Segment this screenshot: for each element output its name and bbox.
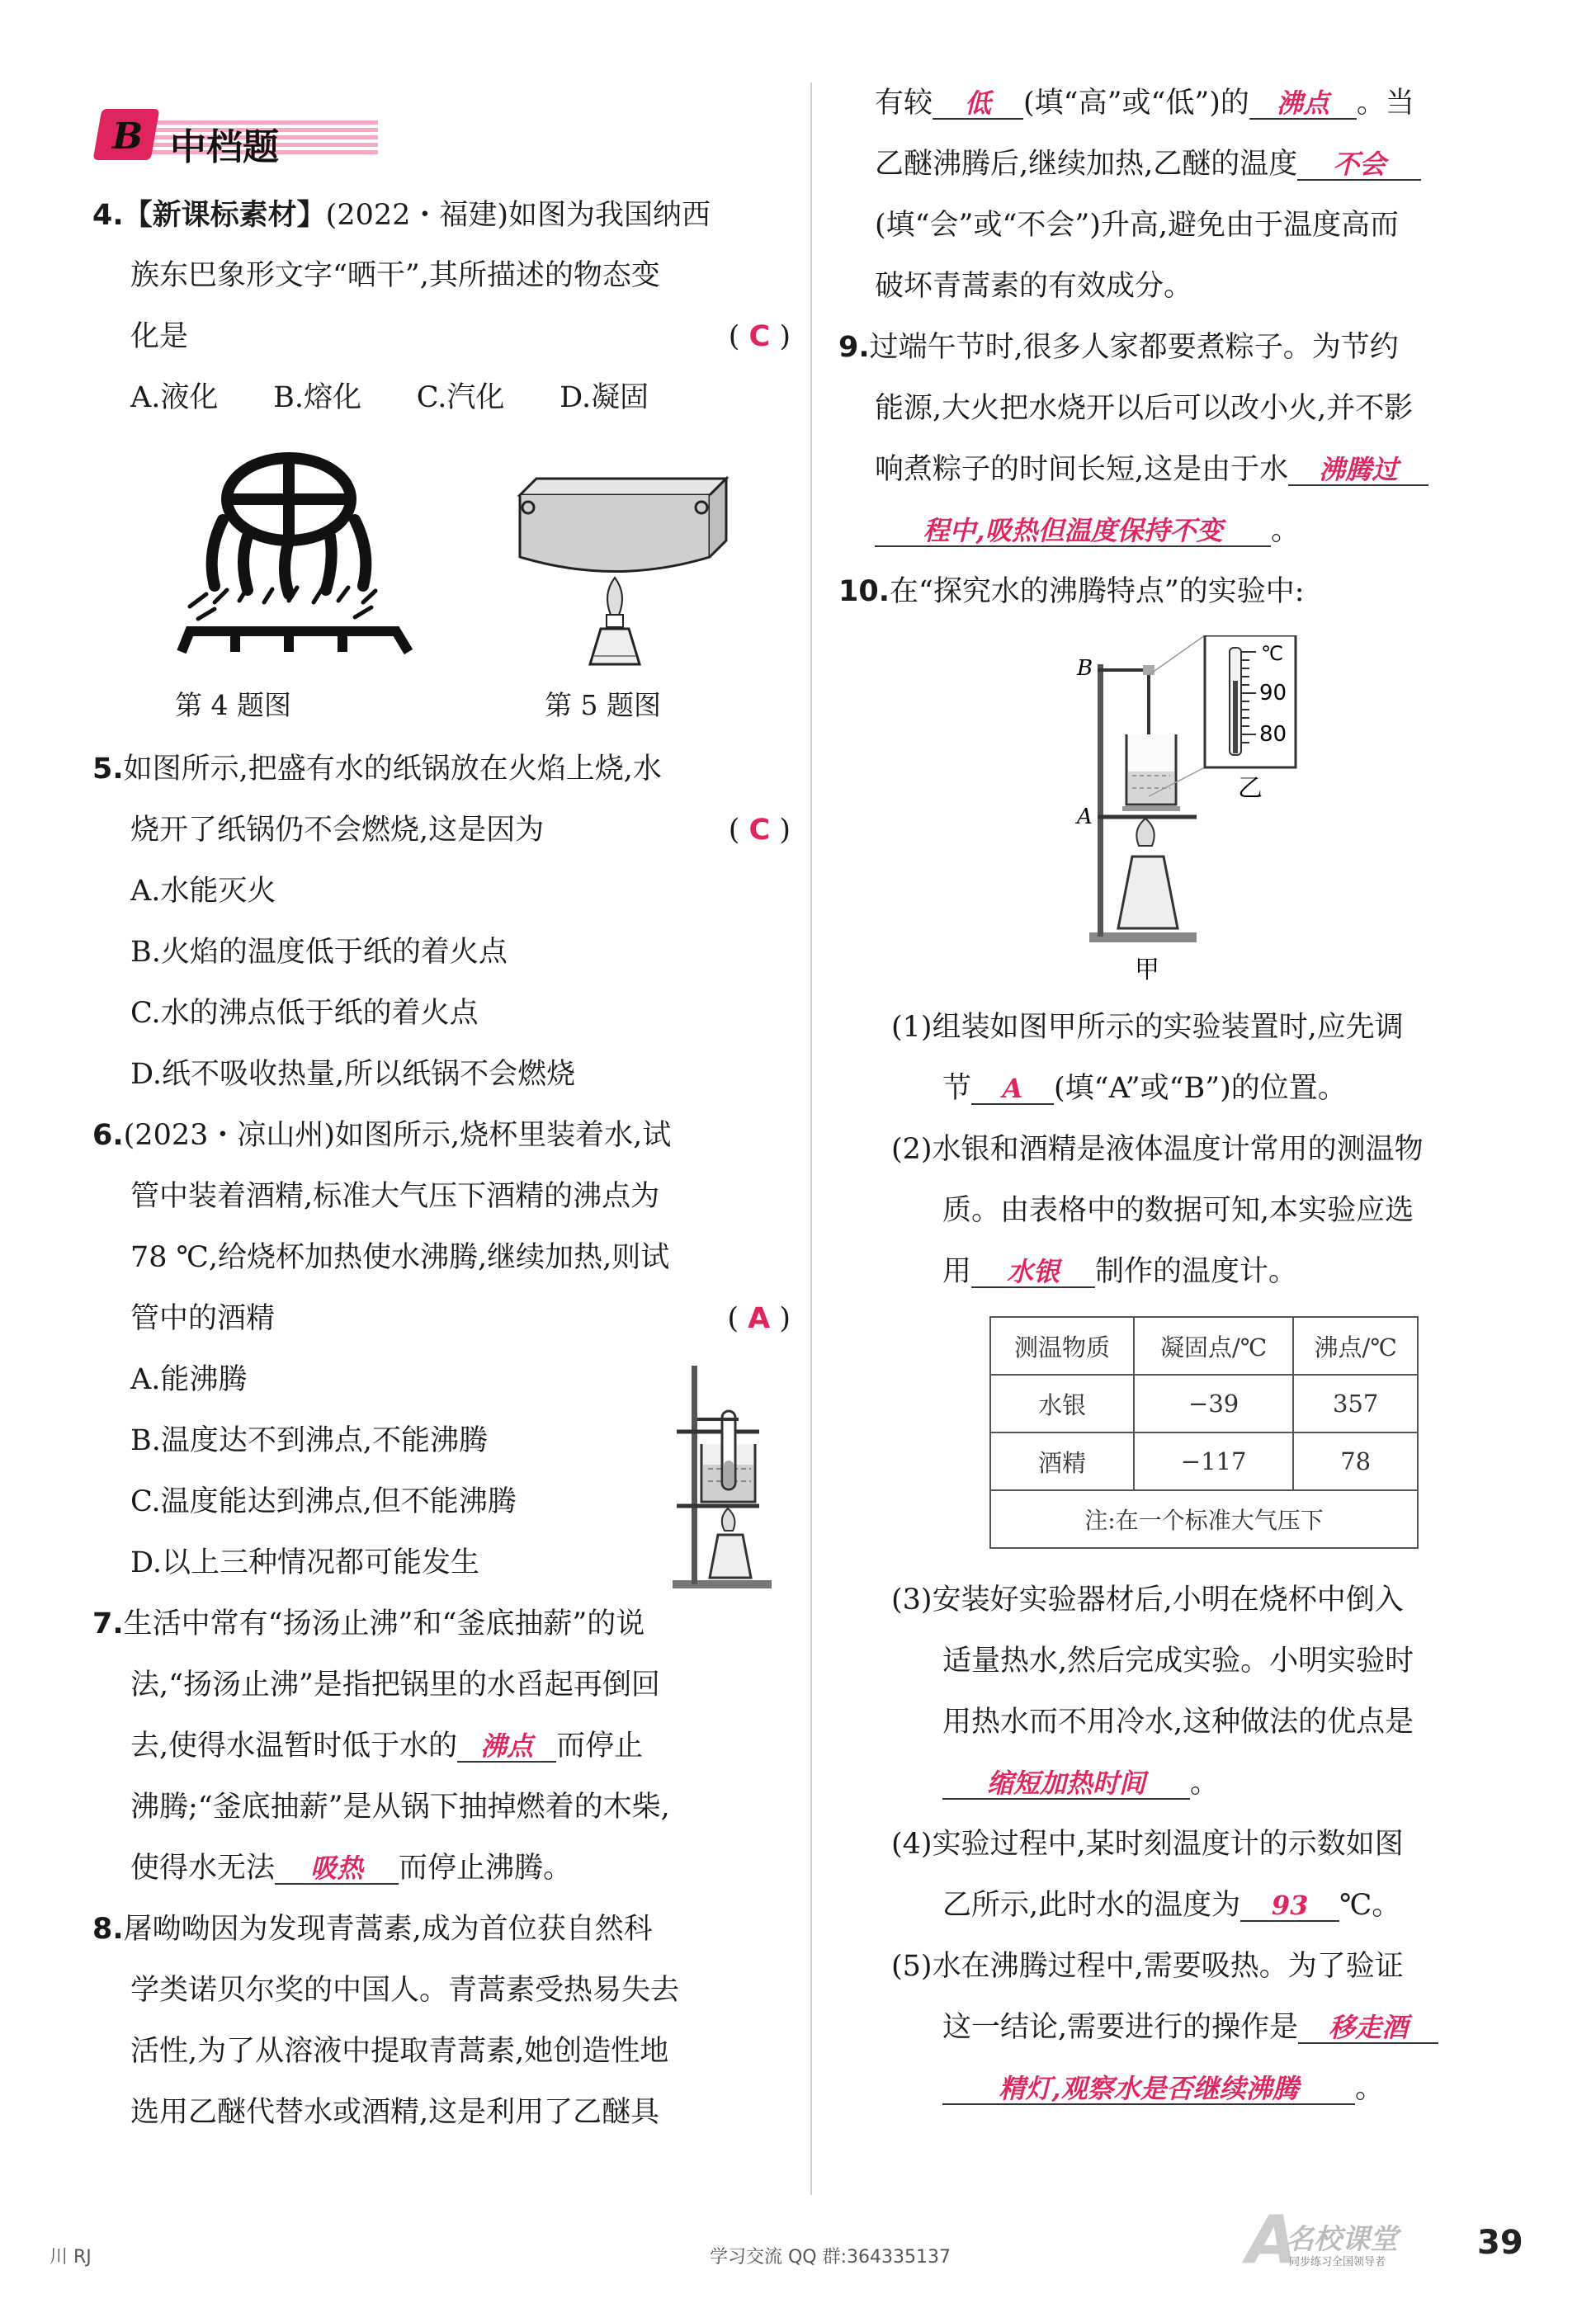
q8-text-r1a: 有较 [875, 87, 933, 120]
q4-line1 [92, 198, 711, 232]
q6-option-d: D.以上三种情况都可能发生 [130, 1546, 479, 1579]
q6-text4: 管中的酒精 [130, 1302, 276, 1335]
q10-s3-line4 [942, 1769, 1219, 1800]
q10-line1 [838, 575, 1305, 608]
q8-text1: 屠呦呦因为发现青蒿素,成为首位获自然科 [123, 1913, 653, 1946]
q7-line3 [130, 1732, 643, 1763]
table-header-cell: 沸点/℃ [1293, 1317, 1418, 1375]
q6-answer: A [748, 1302, 771, 1335]
q10-s5-line1: (5)水在沸腾过程中,需要吸热。为了验证 [891, 1950, 1404, 1983]
q10-text1: 在“探究水的沸腾特点”的实验中: [890, 575, 1305, 608]
logo-text: 名校课堂 [1286, 2223, 1398, 2256]
q10-apparatus-figure [1073, 635, 1370, 990]
q8-line3: 活性,为了从溶液中提取青蒿素,她创造性地 [130, 2035, 669, 2068]
fig-90: 90 [1259, 681, 1287, 706]
fig-unit: ℃ [1261, 642, 1283, 665]
q7-blank1: 沸点 [457, 1733, 556, 1763]
q8-blank3: 不会 [1297, 151, 1421, 181]
q8-right-line4: 破坏青蒿素的有效成分。 [875, 270, 1193, 303]
q10-s4-text-b: 乙所示,此时水的温度为 [942, 1889, 1241, 1922]
q8-line1 [92, 1915, 653, 1944]
q8-text-r1b: (填“高”或“低”)的 [1023, 87, 1249, 120]
q6-text1: (2023・凉山州)如图所示,烧杯里装着水,试 [123, 1119, 672, 1152]
column-divider [810, 83, 812, 2195]
table-note: 注:在一个标准大气压下 [990, 1490, 1418, 1548]
q10-s4-line1: (4)实验过程中,某时刻温度计的示数如图 [891, 1828, 1404, 1861]
q6-line3: 78 ℃,给烧杯加热使水沸腾,继续加热,则试 [130, 1241, 670, 1274]
q4-answer: C [748, 320, 771, 353]
q9-line2: 能源,大火把水烧开以后可以改小火,并不影 [875, 392, 1414, 425]
table-cell: 78 [1293, 1432, 1418, 1490]
q5-option-d: D.纸不吸收热量,所以纸锅不会燃烧 [130, 1058, 576, 1091]
q10-s5-blank2: 精灯,观察水是否继续沸腾 [942, 2075, 1355, 2105]
q6-line4 [130, 1302, 791, 1335]
q9-blank1: 沸腾过 [1288, 456, 1428, 486]
q8-right-line3: (填“会”或“不会”)升高,避免由于温度高而 [875, 209, 1400, 242]
q5-number: 5. [92, 753, 124, 786]
q4-line3 [130, 320, 791, 353]
q10-s4-line2 [942, 1891, 1400, 1922]
q5-option-b: B.火焰的温度低于纸的着火点 [130, 936, 508, 969]
table-cell: −39 [1134, 1375, 1293, 1432]
q9-blank2: 程中,吸热但温度保持不变 [875, 517, 1271, 547]
table-cell: −117 [1134, 1432, 1293, 1490]
q10-s5-text-c: 。 [1355, 2072, 1385, 2105]
q5-option-a: A.水能灭火 [130, 875, 276, 908]
q5-text2: 烧开了纸锅仍不会燃烧,这是因为 [130, 814, 545, 847]
section-title: 中档题 [170, 126, 279, 168]
q7-line4: 沸腾;“釜底抽薪”是从锅下抽掉燃着的木柴, [130, 1791, 670, 1824]
q10-s3-blank: 缩短加热时间 [942, 1770, 1190, 1800]
fig-jia-label: 甲 [1135, 956, 1159, 984]
q4-bracket: ( C ) [728, 320, 791, 353]
q10-s1-text-b: 节 [942, 1072, 972, 1105]
q5-line1 [92, 755, 662, 784]
q6-option-b: B.温度达不到沸点,不能沸腾 [130, 1424, 488, 1457]
q10-s2-blank: 水银 [971, 1258, 1095, 1288]
table-note-row [990, 1490, 1418, 1548]
q6-option-a: A.能沸腾 [130, 1363, 248, 1396]
q8-right-line2 [875, 150, 1421, 181]
table-cell: 水银 [990, 1375, 1134, 1432]
q10-s2-line2: 质。由表格中的数据可知,本实验应选 [942, 1194, 1414, 1227]
q8-right-line1 [875, 89, 1414, 120]
q4-dongba-figure [157, 446, 437, 668]
q9-line4 [875, 514, 1301, 547]
q5-line2 [130, 816, 791, 845]
q10-s3-line1: (3)安装好实验器材后,小明在烧杯中倒入 [891, 1584, 1404, 1617]
table-row [990, 1432, 1418, 1490]
fig-label-a: A [1077, 805, 1093, 829]
q7-text1: 生活中常有“扬汤止沸”和“釜底抽薪”的说 [123, 1607, 645, 1640]
q7-line2: 法,“扬汤止沸”是指把锅里的水舀起再倒回 [130, 1668, 660, 1702]
q10-s1-line2 [942, 1074, 1347, 1105]
q4-line2: 族东巴象形文字“晒干”,其所描述的物态变 [130, 259, 660, 292]
logo-subtext: 同步练习全国领导者 [1289, 2256, 1386, 2268]
q6-number: 6. [92, 1119, 124, 1152]
q5-paper-pot-figure [503, 470, 734, 677]
q7-text3a: 去,使得水温暂时低于水的 [130, 1730, 458, 1763]
q10-s5-blank1: 移走酒 [1298, 2014, 1438, 2044]
footer-edition: 川 RJ [50, 2247, 92, 2268]
q6-line2: 管中装着酒精,标准大气压下酒精的沸点为 [130, 1180, 660, 1213]
q6-beaker-testtube-figure [660, 1362, 784, 1593]
q7-text3b: 而停止 [556, 1730, 644, 1763]
q10-s1-blank: A [971, 1075, 1054, 1105]
q10-s2-line3 [942, 1255, 1298, 1288]
q5-text1: 如图所示,把盛有水的纸锅放在火焰上烧,水 [123, 753, 662, 786]
q9-line1 [838, 333, 1399, 362]
q8-blank1: 低 [933, 90, 1023, 120]
fig4-caption: 第 4 题图 [175, 689, 291, 721]
fig-80: 80 [1259, 722, 1287, 747]
q10-s2-text-d: 制作的温度计。 [1095, 1255, 1298, 1288]
q7-text5a: 使得水无法 [130, 1852, 276, 1885]
publisher-logo [1246, 2202, 1469, 2276]
table-header-cell: 凝固点/℃ [1134, 1317, 1293, 1375]
fig-yi-label: 乙 [1238, 774, 1263, 803]
q10-s4-blank: 93 [1240, 1892, 1339, 1922]
q6-option-c: C.温度能达到沸点,但不能沸腾 [130, 1485, 517, 1518]
q10-s2-text-c: 用 [942, 1255, 972, 1288]
q5-option-c: C.水的沸点低于纸的着火点 [130, 997, 479, 1030]
q10-s5-line2 [942, 2013, 1438, 2044]
q7-blank2: 吸热 [275, 1855, 399, 1885]
q10-s3-text-d: 。 [1190, 1767, 1220, 1800]
q10-s2-line1: (2)水银和酒精是液体温度计常用的测温物 [891, 1133, 1424, 1166]
q10-s4-text-c: ℃。 [1339, 1889, 1401, 1922]
q7-line5 [130, 1854, 572, 1885]
q10-s3-line2: 适量热水,然后完成实验。小明实验时 [942, 1645, 1414, 1678]
q10-s1-text-c: (填“A”或“B”)的位置。 [1054, 1072, 1347, 1105]
q10-number: 10. [838, 575, 890, 608]
q9-text3a: 响煮粽子的时间长短,这是由于水 [875, 453, 1289, 486]
q9-text1: 过端午节时,很多人家都要煮粽子。为节约 [869, 331, 1399, 364]
footer-qq-group: 学习交流 QQ 群:364335137 [710, 2247, 951, 2268]
table-cell: 357 [1293, 1375, 1418, 1432]
table-cell: 酒精 [990, 1432, 1134, 1490]
q4-text1: (2022・福建)如图为我国纳西 [325, 199, 711, 232]
page-number: 39 [1477, 2224, 1523, 2262]
q5-answer: C [748, 814, 771, 847]
q10-s5-line3 [942, 2074, 1384, 2105]
q8-text-r2a: 乙醚沸腾后,继续加热,乙醚的温度 [875, 148, 1298, 181]
fig5-caption: 第 5 题图 [545, 689, 661, 721]
badge-letter: B [112, 116, 144, 158]
q6-line1 [92, 1121, 671, 1150]
q4-options: A.液化 B.熔化 C.汽化 D.凝固 [130, 381, 649, 414]
q7-text5b: 而停止沸腾。 [399, 1852, 573, 1885]
q9-number: 9. [838, 331, 870, 364]
q7-number: 7. [92, 1607, 124, 1640]
q8-text-r1c: 。当 [1356, 87, 1414, 120]
section-badge [97, 106, 378, 168]
table-row [990, 1375, 1418, 1432]
q4-text3: 化是 [130, 320, 189, 353]
q4-number: 4. [92, 199, 124, 232]
q8-blank2: 沸点 [1249, 90, 1357, 120]
q8-line2: 学类诺贝尔奖的中国人。青蒿素受热易失去 [130, 1974, 680, 2007]
q10-s3-line3: 用热水而不用冷水,这种做法的优点是 [942, 1706, 1414, 1739]
logo-a-glyph: A [1246, 2202, 1297, 2278]
q6-bracket: ( A ) [727, 1302, 791, 1335]
table-header-cell: 测温物质 [990, 1317, 1134, 1375]
boiling-freezing-table [989, 1316, 1419, 1549]
q4-tag: 【新课标素材】 [123, 198, 326, 232]
q8-line4: 选用乙醚代替水或酒精,这是利用了乙醚具 [130, 2096, 660, 2129]
table-header-row [990, 1317, 1418, 1375]
q10-s1-line1: (1)组装如图甲所示的实验装置时,应先调 [891, 1011, 1404, 1044]
q9-text4b: 。 [1271, 514, 1301, 547]
q9-line3 [875, 455, 1428, 486]
q7-line1 [92, 1607, 645, 1640]
fig-label-b: B [1077, 656, 1093, 681]
q5-bracket: ( C ) [728, 814, 791, 847]
q10-s5-text-b: 这一结论,需要进行的操作是 [942, 2011, 1299, 2044]
q8-number: 8. [92, 1913, 124, 1946]
